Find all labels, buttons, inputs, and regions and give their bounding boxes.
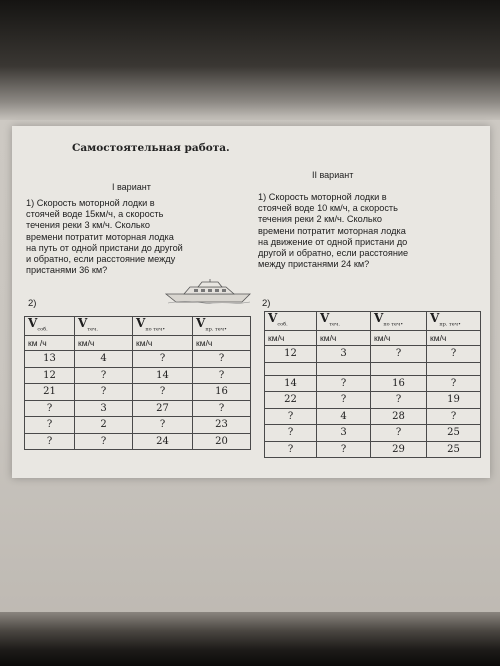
table-cell: ?: [133, 417, 193, 434]
variant-1-heading: I вариант: [112, 182, 151, 192]
motor-boat-icon: [164, 278, 254, 304]
table-cell: 25: [427, 441, 481, 458]
table-cell: 22: [265, 392, 317, 409]
variant-1-task-2-label: 2): [28, 298, 37, 309]
table-row: [25, 433, 251, 450]
table-cell: ?: [25, 433, 75, 450]
problem-line: 1) Скорость моторной лодки в: [26, 198, 155, 208]
table-cell: ?: [317, 392, 371, 409]
table-row: [25, 400, 251, 417]
problem-line: 1) Скорость моторной лодки в: [258, 192, 387, 202]
table-cell: 3: [317, 425, 371, 442]
table-cell: ?: [25, 400, 75, 417]
table-cell: 28: [371, 408, 427, 425]
variant-1-speed-table: [24, 316, 251, 450]
table-cell: 13: [25, 351, 75, 368]
header-cell: $V_{пр. теч•}$: [193, 317, 251, 336]
header-cell: $V_{теч.}$: [317, 312, 371, 331]
unit-cell: км/ч: [427, 331, 481, 346]
table-cell: ?: [75, 384, 133, 401]
problem-line: течения реки 3 км/ч. Сколько: [26, 220, 150, 231]
table-row: [265, 392, 481, 409]
table-cell: ?: [427, 408, 481, 425]
table-cell: 2: [75, 417, 133, 434]
table-cell: ?: [133, 351, 193, 368]
problem-line: времени потратит моторная лодка: [26, 231, 174, 242]
table-row: [25, 384, 251, 401]
table-cell: 12: [265, 346, 317, 363]
table-unit-row: [25, 336, 251, 351]
problem-line: пристанями 36 км?: [26, 265, 108, 276]
table-cell: 21: [25, 384, 75, 401]
table-header-row: [25, 317, 251, 336]
table-cell: ?: [371, 425, 427, 442]
variant-2-problem-1: [258, 192, 408, 270]
photo-dark-top-edge: [0, 0, 500, 120]
table-cell: 4: [317, 408, 371, 425]
table-row: [265, 408, 481, 425]
problem-line: на движение от одной пристани до: [258, 236, 408, 247]
worksheet-title: Самостоятельная работа.: [72, 142, 230, 154]
header-cell: $V_{по теч•}$: [371, 312, 427, 331]
unit-cell: км/ч: [75, 336, 133, 351]
problem-line: течения реки 2 км/ч. Сколько: [258, 214, 382, 225]
table-cell: ?: [317, 441, 371, 458]
table-row: [25, 417, 251, 434]
table-cell: 29: [371, 441, 427, 458]
table-cell: ?: [75, 367, 133, 384]
table-cell: 24: [133, 433, 193, 450]
photo-dark-bottom-edge: [0, 612, 500, 666]
problem-line: другой и обратно, если расстояние: [258, 248, 409, 259]
table-cell: ?: [427, 346, 481, 363]
table-cell: [265, 362, 317, 375]
unit-cell: км/ч: [371, 331, 427, 346]
table-row: [25, 367, 251, 384]
table-cell: ?: [317, 375, 371, 392]
table-cell: ?: [193, 351, 251, 368]
table-row: [265, 375, 481, 392]
table-cell: ?: [265, 425, 317, 442]
unit-cell: км/ч: [265, 331, 317, 346]
table-cell: ?: [427, 375, 481, 392]
table-cell: ?: [75, 433, 133, 450]
table-cell: 14: [265, 375, 317, 392]
problem-line: стоячей воде 10 км/ч, а скорость: [258, 203, 398, 214]
table-row: [265, 441, 481, 458]
table-cell: ?: [133, 384, 193, 401]
problem-line: на путь от одной пристани до другой: [26, 242, 183, 253]
table-cell: 16: [193, 384, 251, 401]
table-cell: 12: [25, 367, 75, 384]
table-cell: ?: [371, 346, 427, 363]
table-cell: ?: [371, 392, 427, 409]
variant-2-task-2-label: 2): [262, 298, 271, 309]
table-cell: 27: [133, 400, 193, 417]
unit-cell: км /ч: [25, 336, 75, 351]
table-cell: [427, 362, 481, 375]
unit-cell: км/ч: [133, 336, 193, 351]
header-cell: $V_{по теч•}$: [133, 317, 193, 336]
table-unit-row: [265, 331, 481, 346]
problem-line: стоячей воде 15км/ч, а скорость: [26, 209, 164, 220]
table-header-row: [265, 312, 481, 331]
worksheet: [12, 126, 490, 478]
problem-line: и обратно, если расстояние между: [26, 254, 176, 265]
table-cell: [371, 362, 427, 375]
header-cell: $V_{теч.}$: [75, 317, 133, 336]
table-cell: ?: [265, 408, 317, 425]
table-cell: 3: [317, 346, 371, 363]
table-row: [265, 346, 481, 363]
table-cell: 25: [427, 425, 481, 442]
header-cell: $V_{пр. теч•}$: [427, 312, 481, 331]
table-cell: ?: [265, 441, 317, 458]
table-cell: 14: [133, 367, 193, 384]
variant-2-speed-table: [264, 311, 481, 458]
table-cell: ?: [193, 367, 251, 384]
header-cell: $V_{соб.}$: [265, 312, 317, 331]
table-cell: 23: [193, 417, 251, 434]
variant-2-heading: II вариант: [312, 170, 354, 180]
table-cell: 3: [75, 400, 133, 417]
header-cell: $V_{соб.}$: [25, 317, 75, 336]
table-cell: ?: [193, 400, 251, 417]
problem-line: между пристанями 24 км?: [258, 259, 370, 270]
table-row: [265, 425, 481, 442]
variant-1-problem-1: [26, 198, 183, 276]
table-row-empty: [265, 362, 481, 375]
table-cell: ?: [25, 417, 75, 434]
table-cell: 16: [371, 375, 427, 392]
problem-line: времени потратит моторная лодка: [258, 225, 406, 236]
table-cell: 19: [427, 392, 481, 409]
table-cell: [317, 362, 371, 375]
table-cell: 20: [193, 433, 251, 450]
table-row: [25, 351, 251, 368]
table-cell: 4: [75, 351, 133, 368]
unit-cell: км/ч: [193, 336, 251, 351]
unit-cell: км/ч: [317, 331, 371, 346]
